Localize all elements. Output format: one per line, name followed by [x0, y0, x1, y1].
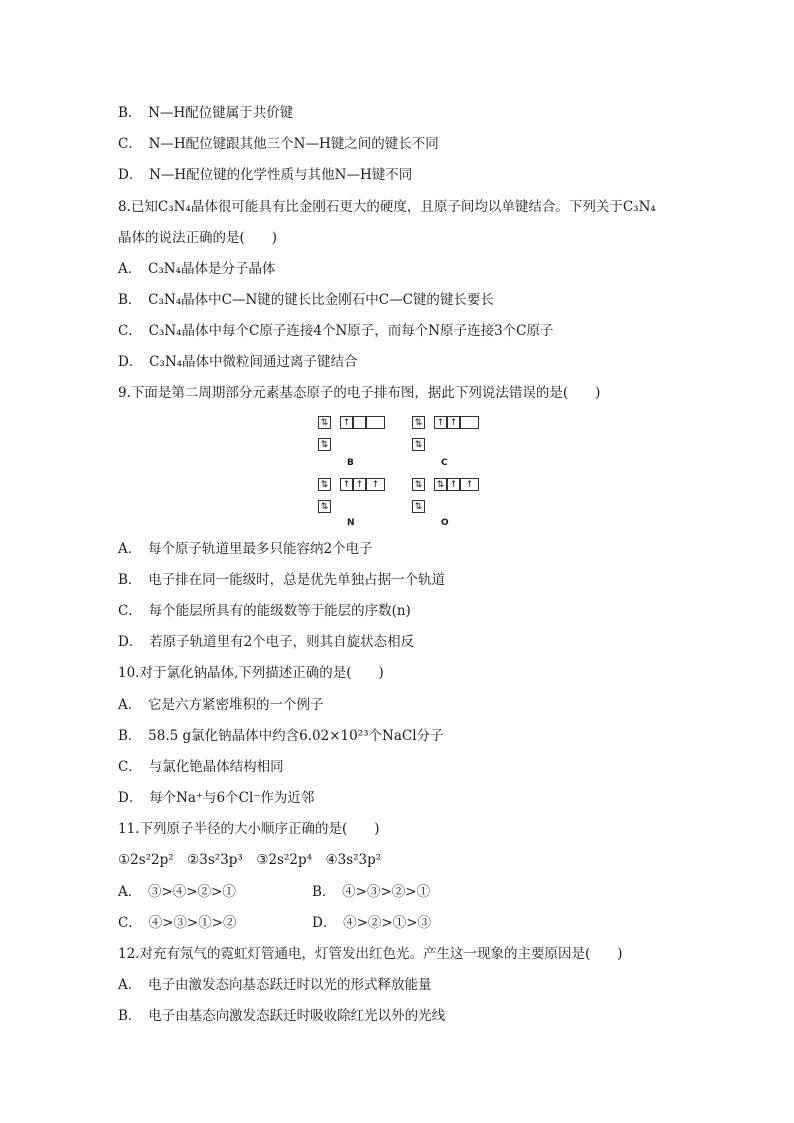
q11-option-d: D． ④>②>①>③	[312, 915, 432, 931]
orbital-box: ⇅	[412, 416, 425, 429]
orbital-box: ↑	[340, 416, 353, 429]
orbital-box: ↑	[460, 478, 479, 491]
element-label-b: B	[347, 458, 354, 468]
q10-option-c: C． 与氯化铯晶体结构相同	[118, 759, 284, 775]
orbital-box: ↑	[340, 478, 353, 491]
q8-option-d: D． C₃N₄晶体中微粒间通过离子键结合	[118, 354, 358, 370]
q8-option-b: B． C₃N₄晶体中C—N键的键长比金刚石中C—C键的键长要长	[118, 292, 494, 308]
orbital-box: ⇅	[318, 416, 331, 429]
orbital-box: ↑	[366, 478, 385, 491]
element-label-c: C	[441, 458, 448, 468]
element-label-n: N	[347, 518, 355, 528]
q11-option-b: B． ④>③>②>①	[312, 884, 431, 900]
orbital-box	[366, 416, 385, 429]
q8-option-c: C． C₃N₄晶体中每个C原子连接4个N原子，而每个N原子连接3个C原子	[118, 323, 554, 339]
orbital-box: ⇅	[318, 438, 331, 451]
q9-option-a: A． 每个原子轨道里最多只能容纳2个电子	[118, 541, 373, 557]
q8-stem-2: 晶体的说法正确的是( )	[118, 230, 278, 246]
orbital-box: ↑	[353, 478, 366, 491]
q10-option-d: D． 每个Na⁺与6个Cl⁻作为近邻	[118, 790, 315, 806]
orbital-box: ↑	[447, 416, 460, 429]
orbital-box	[353, 416, 366, 429]
q12-option-a: A． 电子由激发态向基态跃迁时以光的形式释放能量	[118, 977, 432, 993]
element-label-o: O	[441, 518, 449, 528]
q7-option-d: D． N—H配位键的化学性质与其他N—H键不同	[118, 167, 413, 183]
orbital-box	[460, 416, 479, 429]
q9-option-d: D． 若原子轨道里有2个电子，则其自旋状态相反	[118, 634, 415, 650]
q11-stem: 11.下列原子半径的大小顺序正确的是( )	[118, 821, 380, 837]
q12-stem: 12.对充有氖气的霓虹灯管通电，灯管发出红色光。产生这一现象的主要原因是( )	[118, 946, 623, 962]
q9-option-b: B． 电子排在同一能级时，总是优先单独占据一个轨道	[118, 572, 446, 588]
q9-stem: 9.下面是第二周期部分元素基态原子的电子排布图，据此下列说法错误的是( )	[118, 385, 601, 401]
q7-option-b: B． N—H配位键属于共价键	[118, 105, 294, 121]
q9-option-c: C． 每个能层所具有的能级数等于能层的序数(n)	[118, 603, 411, 619]
q7-option-c: C． N—H配位键跟其他三个N—H键之间的键长不同	[118, 136, 439, 152]
q10-stem: 10.对于氯化钠晶体,下列描述正确的是( )	[118, 665, 384, 681]
orbital-box: ⇅	[318, 478, 331, 491]
orbital-box: ↑	[434, 416, 447, 429]
orbital-box: ⇅	[412, 438, 425, 451]
orbital-box: ⇅	[412, 478, 425, 491]
q12-option-b: B． 电子由基态向激发态跃迁时吸收除红光以外的光线	[118, 1008, 446, 1024]
q8-stem-1: 8.已知C₃N₄晶体很可能具有比金刚石更大的硬度，且原子间均以单键结合。下列关于C₃N₄	[118, 199, 656, 215]
q10-option-a: A． 它是六方紧密堆积的一个例子	[118, 697, 324, 713]
orbital-box: ⇅	[434, 478, 447, 491]
q10-option-b: B． 58.5 g氯化钠晶体中约含6.02×10²³个NaCl分子	[118, 728, 444, 744]
q11-option-c: C． ④>③>①>②	[118, 915, 237, 931]
orbital-box: ⇅	[412, 500, 425, 513]
orbital-box: ↑	[447, 478, 460, 491]
q8-option-a: A． C₃N₄晶体是分子晶体	[118, 261, 276, 277]
q11-option-a: A． ③>④>②>①	[118, 884, 236, 900]
orbital-box: ⇅	[318, 500, 331, 513]
q11-configs: ①2s²2p² ②3s²3p³ ③2s²2p⁴ ④3s²3p²	[118, 852, 382, 868]
